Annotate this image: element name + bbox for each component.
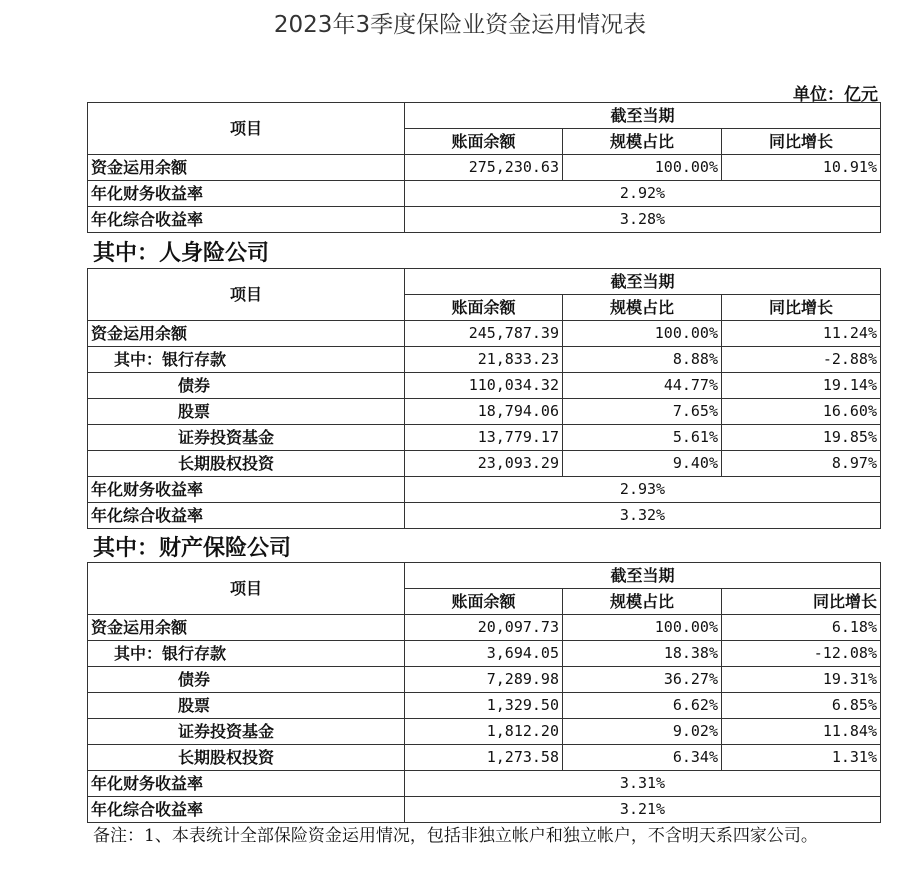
rate-row <box>88 181 881 207</box>
balance-cell: 110,034.32 <box>405 373 563 399</box>
item-header: 项目 <box>88 103 405 155</box>
share-cell: 5.61% <box>563 425 722 451</box>
share-cell: 36.27% <box>563 667 722 693</box>
table-row <box>88 667 881 693</box>
growth-cell: 1.31% <box>722 745 881 771</box>
row-label: 长期股权投资 <box>88 745 405 771</box>
share-cell: 6.62% <box>563 693 722 719</box>
page-title: 2023年3季度保险业资金运用情况表 <box>273 12 647 38</box>
row-label: 资金运用余额 <box>88 321 405 347</box>
share-header: 规模占比 <box>563 589 722 615</box>
rate-value: 3.21% <box>405 797 881 823</box>
table-row <box>88 451 881 477</box>
table-header-row <box>88 563 881 589</box>
table-header-row <box>88 269 881 295</box>
row-label: 资金运用余额 <box>88 155 405 181</box>
balance-cell: 23,093.29 <box>405 451 563 477</box>
rate-value: 2.93% <box>405 477 881 503</box>
row-label: 资金运用余额 <box>88 615 405 641</box>
unit-label: 单位：亿元 <box>793 85 878 105</box>
total-table <box>87 102 881 233</box>
growth-cell: 16.60% <box>722 399 881 425</box>
balance-header: 账面余额 <box>405 295 563 321</box>
rate-value: 3.32% <box>405 503 881 529</box>
rate-label: 年化财务收益率 <box>88 771 405 797</box>
rate-value: 3.31% <box>405 771 881 797</box>
balance-cell: 20,097.73 <box>405 615 563 641</box>
item-header: 项目 <box>88 563 405 615</box>
period-header: 截至当期 <box>405 103 881 129</box>
table-row <box>88 615 881 641</box>
row-label: 债券 <box>88 667 405 693</box>
table-row <box>88 719 881 745</box>
share-cell: 18.38% <box>563 641 722 667</box>
growth-cell: 19.85% <box>722 425 881 451</box>
rate-label: 年化综合收益率 <box>88 207 405 233</box>
table-row <box>88 347 881 373</box>
growth-cell: 11.84% <box>722 719 881 745</box>
table-row <box>88 693 881 719</box>
balance-header: 账面余额 <box>405 589 563 615</box>
rate-row <box>88 797 881 823</box>
balance-cell: 18,794.06 <box>405 399 563 425</box>
growth-cell: -12.08% <box>722 641 881 667</box>
growth-cell: 11.24% <box>722 321 881 347</box>
row-label: 其中：银行存款 <box>88 641 405 667</box>
rate-label: 年化综合收益率 <box>88 503 405 529</box>
share-cell: 44.77% <box>563 373 722 399</box>
row-label: 长期股权投资 <box>88 451 405 477</box>
table-row <box>88 321 881 347</box>
growth-cell: 6.18% <box>722 615 881 641</box>
balance-cell: 1,273.58 <box>405 745 563 771</box>
row-label: 证券投资基金 <box>88 719 405 745</box>
growth-cell: 6.85% <box>722 693 881 719</box>
footnote: 备注：1、本表统计全部保险资金运用情况，包括非独立帐户和独立帐户，不含明天系四家公司。 <box>93 826 818 846</box>
balance-cell: 3,694.05 <box>405 641 563 667</box>
balance-cell: 13,779.17 <box>405 425 563 451</box>
rate-label: 年化财务收益率 <box>88 477 405 503</box>
table-row <box>88 399 881 425</box>
rate-label: 年化综合收益率 <box>88 797 405 823</box>
row-label: 证券投资基金 <box>88 425 405 451</box>
share-cell: 6.34% <box>563 745 722 771</box>
growth-cell: 19.31% <box>722 667 881 693</box>
balance-cell: 1,812.20 <box>405 719 563 745</box>
growth-cell: -2.88% <box>722 347 881 373</box>
period-header: 截至当期 <box>405 269 881 295</box>
period-header: 截至当期 <box>405 563 881 589</box>
table-row <box>88 641 881 667</box>
row-label: 股票 <box>88 693 405 719</box>
balance-cell: 275,230.63 <box>405 155 563 181</box>
balance-cell: 245,787.39 <box>405 321 563 347</box>
balance-cell: 1,329.50 <box>405 693 563 719</box>
property-insurance-table <box>87 562 881 823</box>
balance-cell: 21,833.23 <box>405 347 563 373</box>
rate-value: 2.92% <box>405 181 881 207</box>
growth-cell: 8.97% <box>722 451 881 477</box>
balance-cell: 7,289.98 <box>405 667 563 693</box>
growth-cell: 19.14% <box>722 373 881 399</box>
table-row <box>88 745 881 771</box>
growth-header: 同比增长 <box>722 295 881 321</box>
row-label: 其中：银行存款 <box>88 347 405 373</box>
share-header: 规模占比 <box>563 129 722 155</box>
property-insurance-heading: 其中：财产保险公司 <box>93 535 292 561</box>
rate-row <box>88 207 881 233</box>
row-label: 股票 <box>88 399 405 425</box>
growth-header: 同比增长 <box>722 589 881 615</box>
share-header: 规模占比 <box>563 295 722 321</box>
share-cell: 100.00% <box>563 615 722 641</box>
share-cell: 100.00% <box>563 321 722 347</box>
table-row <box>88 425 881 451</box>
row-label: 债券 <box>88 373 405 399</box>
life-insurance-table <box>87 268 881 529</box>
share-cell: 100.00% <box>563 155 722 181</box>
share-cell: 7.65% <box>563 399 722 425</box>
rate-row <box>88 771 881 797</box>
growth-cell: 10.91% <box>722 155 881 181</box>
share-cell: 9.40% <box>563 451 722 477</box>
rate-value: 3.28% <box>405 207 881 233</box>
rate-row <box>88 503 881 529</box>
item-header: 项目 <box>88 269 405 321</box>
rate-label: 年化财务收益率 <box>88 181 405 207</box>
rate-row <box>88 477 881 503</box>
share-cell: 9.02% <box>563 719 722 745</box>
table-header-row <box>88 103 881 129</box>
share-cell: 8.88% <box>563 347 722 373</box>
life-insurance-heading: 其中：人身险公司 <box>93 240 270 266</box>
growth-header: 同比增长 <box>722 129 881 155</box>
table-row <box>88 373 881 399</box>
balance-header: 账面余额 <box>405 129 563 155</box>
table-row <box>88 155 881 181</box>
